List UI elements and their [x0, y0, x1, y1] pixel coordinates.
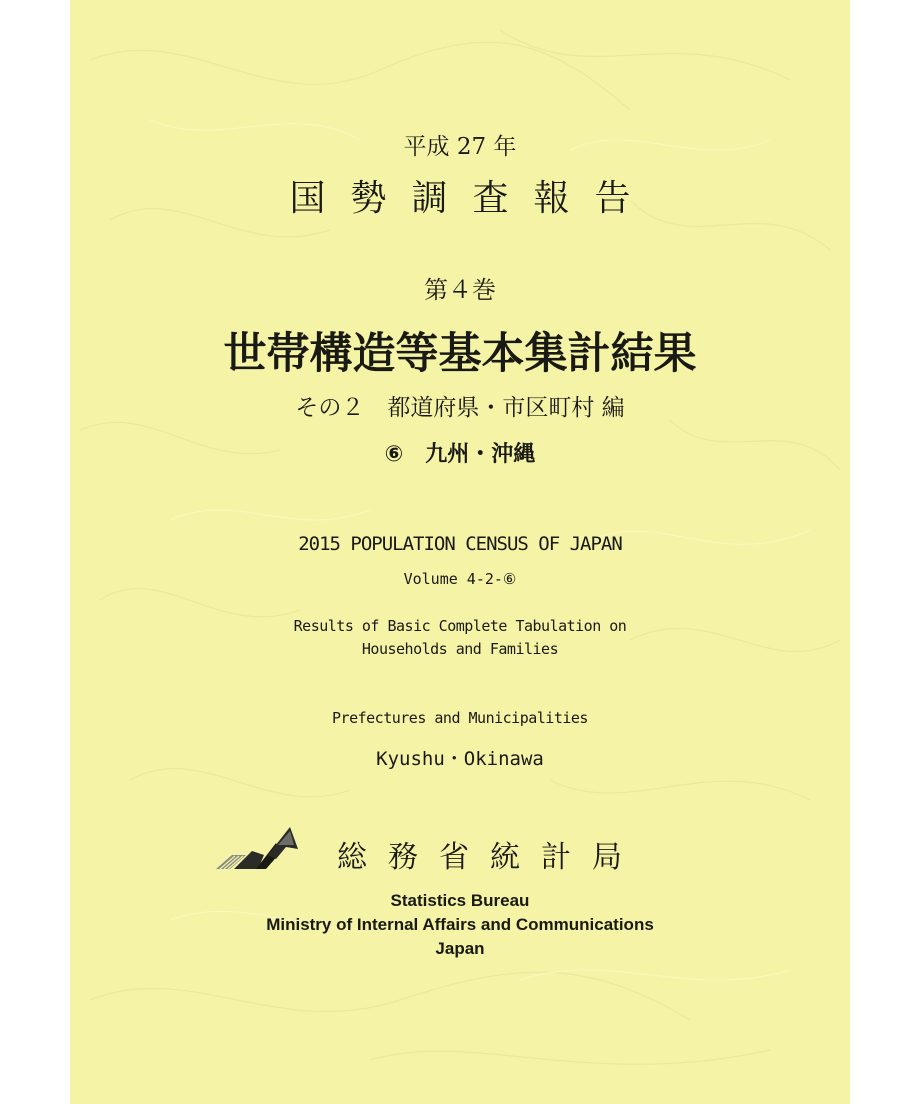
statistics-bureau-logo-icon [216, 825, 298, 870]
volume-number-en: Volume 4-2-⑥ [403, 570, 517, 588]
prefectures-subtitle-en: Prefectures and Municipalities [332, 709, 588, 727]
region-jp: ⑥ 九州・沖縄 [384, 442, 536, 467]
census-title-en: 2015 POPULATION CENSUS OF JAPAN [298, 533, 622, 555]
bureau-name-en-line2: Ministry of Internal Affairs and Communications [266, 915, 654, 934]
bureau-name-en-line1: Statistics Bureau [390, 891, 530, 910]
results-title-en-line1: Results of Basic Complete Tabulation on [293, 617, 627, 635]
report-cover [70, 0, 850, 1104]
region-en: Kyushu・Okinawa [376, 748, 544, 770]
report-title: 国勢調査報告 [289, 178, 656, 219]
bureau-name-en-line3: Japan [435, 939, 485, 958]
part-subtitle: その２ 都道府県・市区町村 編 [295, 395, 625, 421]
main-title: 世帯構造等基本集計結果 [223, 329, 697, 379]
volume-number-jp: 第４巻 [424, 276, 496, 304]
results-title-en-line2: Households and Families [361, 640, 559, 658]
era-year: 平成 27 年 [403, 134, 517, 160]
ministry-name-jp: 総務省統計局 [337, 840, 643, 875]
